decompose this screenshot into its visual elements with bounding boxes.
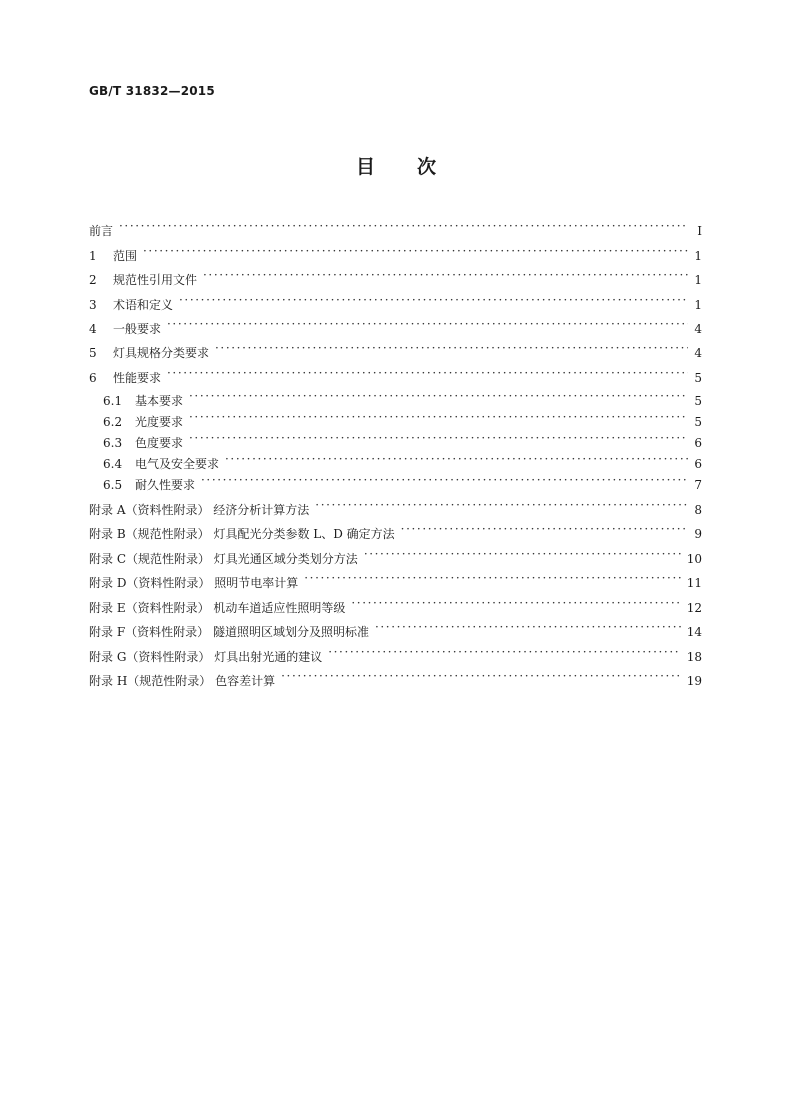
page-number: 5 [694, 415, 702, 429]
page-number: 5 [694, 371, 702, 385]
section-number: 6 [89, 371, 97, 385]
toc-entry[interactable]: 附录 E（资料性附录） 机动车道适应性照明等级 ····· 12 [89, 594, 702, 612]
leader-dots [179, 291, 688, 309]
toc-entry[interactable]: 4 一般要求 ····· 4 [89, 315, 702, 333]
leader-dots [351, 594, 680, 612]
toc-entry[interactable]: 附录 C（规范性附录） 灯具光通区域分类划分方法 ····· 10 [89, 545, 702, 563]
section-number: 5 [89, 346, 97, 360]
section-number: 1 [89, 249, 97, 263]
page-number: 8 [694, 503, 702, 517]
leader-dots [167, 364, 688, 382]
leader-dots [201, 471, 688, 489]
page-number: 6 [694, 457, 702, 471]
section-number: 6.4 [103, 457, 123, 471]
toc-subentry[interactable]: 6.4 电气及安全要求 ····· 6 [103, 450, 702, 468]
document-code: GB/T 31832—2015 [89, 84, 215, 98]
page-number: 14 [686, 625, 702, 639]
section-number: 6.1 [103, 394, 123, 408]
toc-entry[interactable]: 附录 H（规范性附录） 色容差计算 ····· 19 [89, 667, 702, 685]
page-number: 19 [686, 674, 702, 688]
page-number: 9 [694, 527, 702, 541]
section-number: 3 [89, 298, 97, 312]
section-number: 2 [89, 273, 97, 287]
leader-dots [119, 217, 688, 235]
page-number: 5 [694, 394, 702, 408]
toc-entry[interactable]: 5 灯具规格分类要求 ····· 4 [89, 339, 702, 357]
leader-dots [281, 667, 681, 685]
toc-subentry[interactable]: 6.3 色度要求 ····· 6 [103, 429, 702, 447]
toc-entry[interactable]: 附录 B（规范性附录） 灯具配光分类参数 L、D 确定方法 ····· 9 [89, 520, 702, 538]
section-number: 6.3 [103, 436, 123, 450]
leader-dots [328, 643, 681, 661]
toc-subentry[interactable]: 6.5 耐久性要求 ····· 7 [103, 471, 702, 489]
section-number: 4 [89, 322, 97, 336]
toc-entry[interactable]: 2 规范性引用文件 ····· 1 [89, 266, 702, 284]
leader-dots [401, 520, 688, 538]
page-number: Ⅰ [697, 224, 702, 238]
page-number: 4 [694, 322, 702, 336]
leader-dots [189, 429, 688, 447]
toc-entry[interactable]: 6 性能要求 ····· 5 [89, 364, 702, 382]
page-number: 12 [686, 601, 702, 615]
toc-entry[interactable]: 附录 A（资料性附录） 经济分析计算方法 ····· 8 [89, 496, 702, 514]
leader-dots [364, 545, 681, 563]
page-number: 6 [694, 436, 702, 450]
leader-dots [203, 266, 688, 284]
leader-dots [143, 242, 688, 260]
title-left: 目 [355, 156, 375, 178]
leader-dots [215, 339, 688, 357]
page-number: 1 [694, 249, 702, 263]
toc-entry[interactable]: 3 术语和定义 ····· 1 [89, 291, 702, 309]
toc-entry[interactable]: 附录 D（资料性附录） 照明节电率计算 ····· 11 [89, 569, 702, 587]
page-number: 11 [686, 576, 702, 590]
title-right: 次 [417, 156, 437, 178]
page-number: 7 [694, 478, 702, 492]
page-title [0, 152, 792, 179]
section-number: 6.5 [103, 478, 123, 492]
page-number: 18 [686, 650, 702, 664]
toc-subentry[interactable]: 6.1 基本要求 ····· 5 [103, 387, 702, 405]
page-number: 10 [686, 552, 702, 566]
toc-entry[interactable]: 1 范围 ····· 1 [89, 242, 702, 260]
leader-dots [189, 408, 688, 426]
toc-entry[interactable]: 附录 F（资料性附录） 隧道照明区域划分及照明标准 ····· 14 [89, 618, 702, 636]
leader-dots [225, 450, 688, 468]
toc-subentry[interactable]: 6.2 光度要求 ····· 5 [103, 408, 702, 426]
toc-entry[interactable]: 前言 ····· Ⅰ [89, 217, 702, 235]
page-number: 1 [694, 273, 702, 287]
page-number: 1 [694, 298, 702, 312]
section-number: 6.2 [103, 415, 123, 429]
leader-dots [375, 618, 681, 636]
page-number: 4 [694, 346, 702, 360]
leader-dots [304, 569, 680, 587]
leader-dots [315, 496, 688, 514]
leader-dots [189, 387, 688, 405]
toc-entry[interactable]: 附录 G（资料性附录） 灯具出射光通的建议 ····· 18 [89, 643, 702, 661]
leader-dots [167, 315, 688, 333]
